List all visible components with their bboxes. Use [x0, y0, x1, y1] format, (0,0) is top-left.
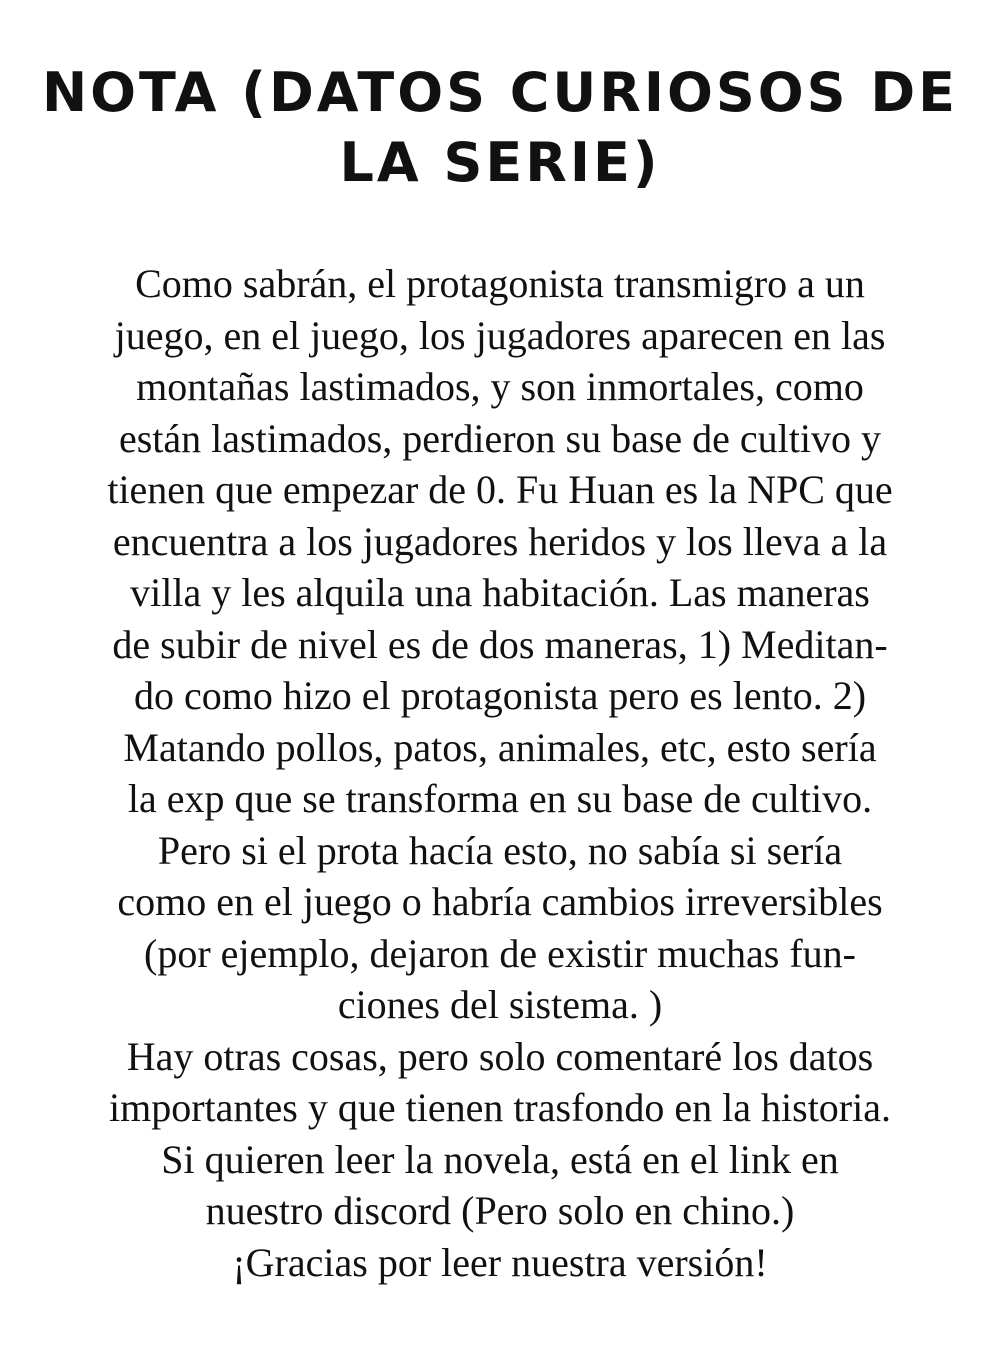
body-line: montañas lastimados, y son inmortales, como — [136, 364, 864, 409]
body-line: ciones del sistema. ) — [337, 982, 663, 1027]
body-line: encuentra a los jugadores heridos y los lleva a la — [112, 518, 888, 564]
body-line: Como sabrán, el protagonista transmigro a un — [135, 261, 865, 306]
title-line: NOTA (DATOS CURIOSOS DE — [41, 61, 959, 124]
body-line: (por ejemplo, dejaron de existir muchas fun- — [144, 930, 856, 976]
body-line: ¡Gracias por leer nuestra versión! — [232, 1239, 768, 1285]
body-line: do como hizo el protagonista pero es lento. 2) — [133, 673, 867, 718]
body-line: Hay otras cosas, pero solo comentaré los datos — [126, 1033, 874, 1079]
note-body — [0, 258, 1000, 1288]
body-line: juego, en el juego, los jugadores aparecen en las — [114, 312, 886, 358]
body-line: Pero si el prota hacía esto, no sabía si sería — [157, 827, 843, 873]
body-line: Si quieren leer la novela, está en el link en — [161, 1136, 839, 1182]
body-line: villa y les alquila una habitación. Las maneras — [130, 570, 870, 615]
page-title — [0, 58, 1000, 198]
body-line: de subir de nivel es de dos maneras, 1) Meditan- — [112, 621, 888, 667]
title-line: LA SERIE) — [339, 131, 661, 194]
body-line: nuestro discord (Pero solo en chino.) — [205, 1188, 795, 1233]
body-line: tienen que empezar de 0. Fu Huan es la NPC que — [107, 467, 893, 512]
body-line: Matando pollos, patos, animales, etc, esto sería — [123, 724, 877, 770]
body-line: como en el juego o habría cambios irreversibles — [117, 879, 883, 924]
body-line: la exp que se transforma en su base de cultivo. — [127, 776, 873, 821]
body-line: están lastimados, perdieron su base de cultivo y — [118, 415, 882, 461]
body-line: importantes y que tienen trasfondo en la historia. — [108, 1085, 891, 1130]
